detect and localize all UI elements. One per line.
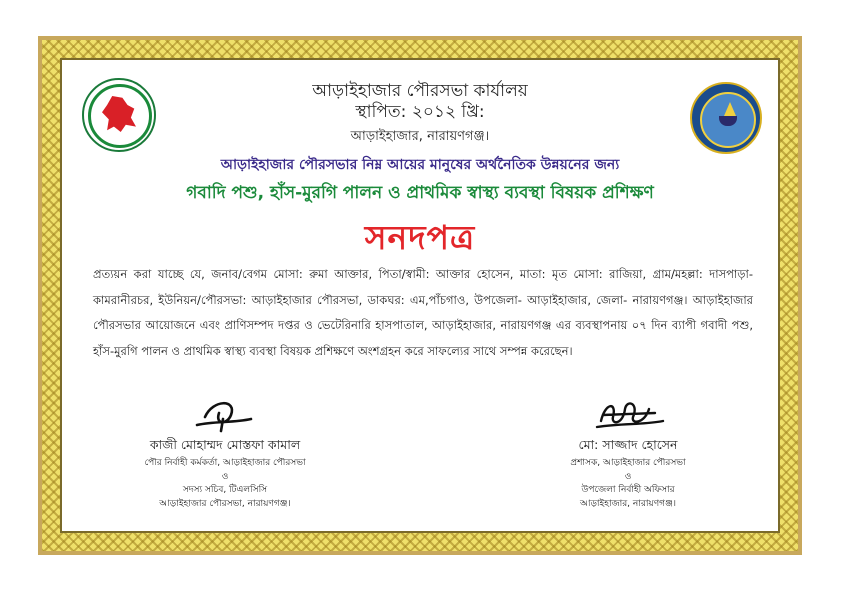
signatory-right-name: মো: সাজ্জাদ হোসেন [578,437,678,452]
signature-mark-left [185,395,265,433]
signatory-right-role: উপজেলা নির্বাহী অফিসার [581,485,675,495]
office-address: আড়াইহাজার, নারায়ণগঞ্জ। [350,129,490,144]
signatory-right [498,395,758,511]
office-name: আড়াইহাজার পৌরসভা কার্যালয় [312,81,528,101]
signature-mark-right [583,395,673,433]
training-title: গবাদি পশু, হাঁস-মুরগি পালন ও প্রাথমিক স্বাস্থ্য ব্যবস্থা বিষয়ক প্রশিক্ষণ [186,183,654,203]
certificate-body-text: প্রত্যয়ন করা যাচ্ছে যে, জনাব/বেগম মোসা: রুমা আক্তার, পিতা/স্বামী: আক্তার হোসেন, মাতা: মৃত মোসা: রাজিয়া, গ্রাম/মহল্লা: দাসপাড়া-কামরানীরচর, ইউনিয়ন/পৌরসভা: আড়াইহাজার পৌরসভা, ডাকঘর: এম,পাঁচগাও, উপজেলা- আড়াইহাজার, জেলা- নারায়ণগঞ্জ। আড়াইহাজার পৌরসভার আয়োজনে এবং প্রাণিসম্পদ দপ্তর ও ভেটেরিনারি হাসপাতাল, আড়াইহাজার, নারায়ণগঞ্জ এর ব্যবস্থাপনায় ০৭ দিন ব্যাপী গবাদী পশু, হাঁস-মুরগি পালন ও প্রাথমিক স্বাস্থ্য ব্যবস্থা বিষয়ক প্রশিক্ষণে অংশগ্রহন করে সাফল্যের সাথে সম্পন্ন করেছেন। [93,267,753,358]
signatory-right-office: আড়াইহাজার, নারায়ণগঞ্জ। [580,498,676,509]
signatory-left [95,395,355,511]
signatory-left-role: সদস্য সচিব, টিএলসিসি [182,485,268,495]
program-purpose: আড়াইহাজার পৌরসভার নিম্ন আয়ের মানুষের অর্থনৈতিক উন্নয়নের জন্য [220,157,620,173]
certificate-title: সনদপত্র [364,218,476,257]
signatory-left-office: আড়াইহাজার পৌরসভা, নারায়ণগঞ্জ। [159,498,291,509]
signatory-right-title: প্রশাসক, আড়াইহাজার পৌরসভা [570,458,686,468]
established-date: স্থাপিত: ২০১২ খ্রি: [355,102,485,122]
signatory-right-conjunction: ও [624,471,632,482]
signatory-left-conjunction: ও [221,471,229,482]
signatory-left-title: পৌর নির্বাহী কর্মকর্তা, আড়াইহাজার পৌরসভা [144,458,306,468]
signatory-left-name: কাজী মোহাম্মদ মোস্তফা কামাল [149,437,301,452]
